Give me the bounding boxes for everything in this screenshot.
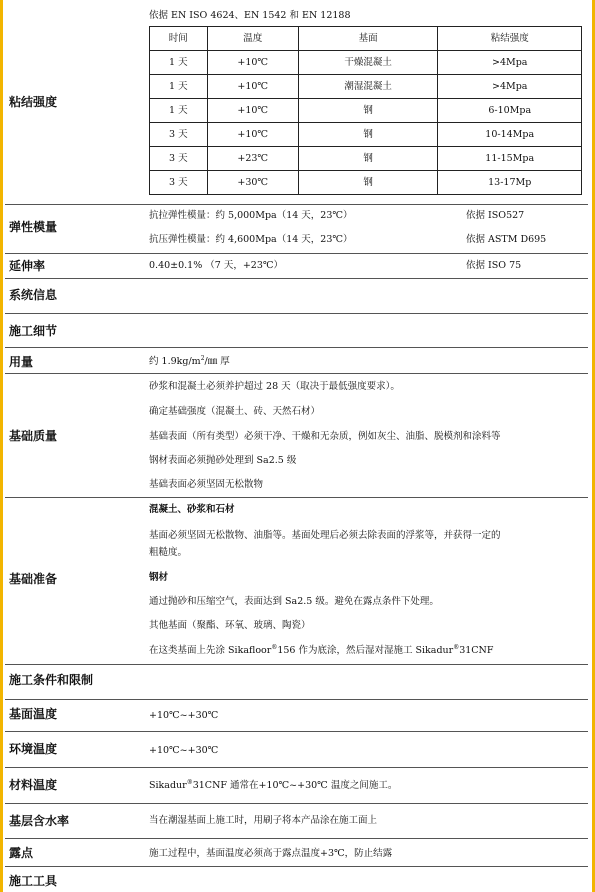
table-row	[150, 147, 582, 171]
registered-mark: ®	[186, 779, 193, 786]
consumption-superscript: 2	[200, 355, 205, 362]
tools-heading: 施工工具	[9, 874, 58, 888]
cell-temp: +10℃	[207, 123, 298, 147]
substrate-quality-item: 确定基础强度（混凝土、砖、天然石材）	[149, 406, 321, 417]
bond-strength-table	[149, 26, 582, 195]
bond-strength-label: 粘结强度	[9, 95, 58, 109]
substrate-prep-label: 基础准备	[9, 572, 58, 586]
substrate-prep-text: 其他基面（聚酯、环氧、玻璃、陶瓷）	[149, 620, 311, 631]
prep-text-part: 31CNF	[459, 645, 494, 656]
table-row	[150, 75, 582, 99]
substrate-prep-text: 通过抛砂和压缩空气，表面达到 Sa2.5 级。避免在露点条件下处理。	[149, 596, 439, 607]
cell-temp: +10℃	[207, 51, 298, 75]
cell-temp: +23℃	[207, 147, 298, 171]
elastic-modulus-label: 弹性模量	[9, 220, 58, 234]
substrate-quality-item: 钢材表面必须抛砂处理到 Sa2.5 级	[149, 455, 297, 466]
section-divider	[5, 347, 588, 348]
cell-strength: >4Mpa	[438, 75, 582, 99]
section-divider	[5, 866, 588, 867]
dew-point-value: 施工过程中，基面温度必须高于露点温度+3℃，防止结露	[149, 848, 393, 859]
elongation-label: 延伸率	[9, 259, 46, 273]
application-details-heading: 施工细节	[9, 324, 58, 338]
cell-time: 1 天	[150, 75, 208, 99]
substrate-prep-text: 粗糙度。	[149, 547, 188, 558]
registered-mark: ®	[453, 644, 460, 651]
material-temp-label: 材料温度	[9, 778, 58, 792]
cell-time: 3 天	[150, 171, 208, 195]
cell-strength: 6-10Mpa	[438, 99, 582, 123]
section-divider	[5, 204, 588, 205]
cell-temp: +10℃	[207, 99, 298, 123]
ambient-temp-value: +10℃~+30℃	[149, 745, 219, 756]
consumption-value-main: 约 1.9kg/m	[149, 356, 201, 367]
cell-strength: 10-14Mpa	[438, 123, 582, 147]
header-temp: 温度	[207, 27, 298, 51]
elongation-standard: 依据 ISO 75	[466, 260, 522, 271]
cell-time: 3 天	[150, 147, 208, 171]
section-divider	[5, 767, 588, 768]
substrate-temp-label: 基面温度	[9, 707, 58, 721]
section-divider	[5, 838, 588, 839]
table-header-row	[150, 27, 582, 51]
substrate-prep-text	[149, 645, 493, 657]
compressive-modulus-standard: 依据 ASTM D695	[466, 234, 547, 245]
header-substrate: 基面	[298, 27, 438, 51]
bond-standard-text: 依据 EN ISO 4624、EN 1542 和 EN 12188	[149, 10, 351, 21]
header-strength: 粘结强度	[438, 27, 582, 51]
cell-substrate: 钢	[298, 171, 438, 195]
substrate-prep-heading-concrete: 混凝土、砂浆和石材	[149, 504, 235, 515]
material-temp-value	[149, 780, 397, 792]
tensile-modulus-standard: 依据 ISO527	[466, 210, 525, 221]
substrate-prep-heading-steel: 钢材	[149, 572, 169, 583]
compressive-modulus-text: 抗压弹性模量：约 4,600Mpa（14 天，23℃）	[149, 234, 353, 245]
section-divider	[5, 699, 588, 700]
substrate-quality-item: 基础表面必须坚固无松散物	[149, 479, 264, 490]
substrate-moisture-label: 基层含水率	[9, 814, 70, 828]
table-row	[150, 171, 582, 195]
dew-point-label: 露点	[9, 846, 34, 860]
substrate-temp-value: +10℃~+30℃	[149, 710, 219, 721]
table-row	[150, 99, 582, 123]
system-info-heading: 系统信息	[9, 288, 58, 302]
cell-strength: 11-15Mpa	[438, 147, 582, 171]
consumption-value-unit: /㎜ 厚	[204, 356, 230, 367]
table-row	[150, 51, 582, 75]
cell-strength: 13-17Mp	[438, 171, 582, 195]
substrate-quality-label: 基础质量	[9, 429, 58, 443]
cell-substrate: 钢	[298, 99, 438, 123]
left-accent-bar	[0, 0, 3, 892]
cell-substrate: 干燥混凝土	[298, 51, 438, 75]
tensile-modulus-text: 抗拉弹性模量：约 5,000Mpa（14 天，23℃）	[149, 210, 353, 221]
section-divider	[5, 313, 588, 314]
substrate-quality-item: 砂浆和混凝土必须养护超过 28 天（取决于最低强度要求）。	[149, 381, 400, 392]
cell-temp: +30℃	[207, 171, 298, 195]
consumption-label: 用量	[9, 355, 34, 369]
section-divider	[5, 253, 588, 254]
ambient-temp-label: 环境温度	[9, 742, 58, 756]
cell-substrate: 潮湿混凝土	[298, 75, 438, 99]
header-time: 时间	[150, 27, 208, 51]
section-divider	[5, 803, 588, 804]
substrate-quality-item: 基础表面（所有类型）必须干净、干燥和无杂质，例如灰尘、油脂、脱模剂和涂料等	[149, 431, 501, 442]
substrate-moisture-value: 当在潮湿基面上施工时，用刷子将本产品涂在施工面上	[149, 815, 378, 826]
cell-substrate: 钢	[298, 147, 438, 171]
section-divider	[5, 373, 588, 374]
application-conditions-heading: 施工条件和限制	[9, 673, 94, 687]
material-temp-part: Sikadur	[149, 780, 187, 791]
cell-time: 1 天	[150, 99, 208, 123]
cell-temp: +10℃	[207, 75, 298, 99]
cell-strength: >4Mpa	[438, 51, 582, 75]
consumption-value	[149, 356, 230, 368]
material-temp-part: 31CNF 通常在+10℃~+30℃ 温度之间施工。	[192, 780, 398, 791]
prep-text-part: 在这类基面上先涂 Sikafloor	[149, 645, 272, 656]
substrate-prep-text: 基面必须坚固无松散物、油脂等。基面处理后必须去除表面的浮浆等，并获得一定的	[149, 530, 501, 541]
cell-time: 1 天	[150, 51, 208, 75]
section-divider	[5, 278, 588, 279]
table-row	[150, 123, 582, 147]
registered-mark: ®	[271, 644, 278, 651]
cell-substrate: 钢	[298, 123, 438, 147]
section-divider	[5, 664, 588, 665]
cell-time: 3 天	[150, 123, 208, 147]
section-divider	[5, 731, 588, 732]
elongation-value: 0.40±0.1% （7 天，+23℃）	[149, 260, 284, 271]
prep-text-part: 156 作为底涂，然后湿对湿施工 Sikadur	[277, 645, 454, 656]
section-divider	[5, 497, 588, 498]
